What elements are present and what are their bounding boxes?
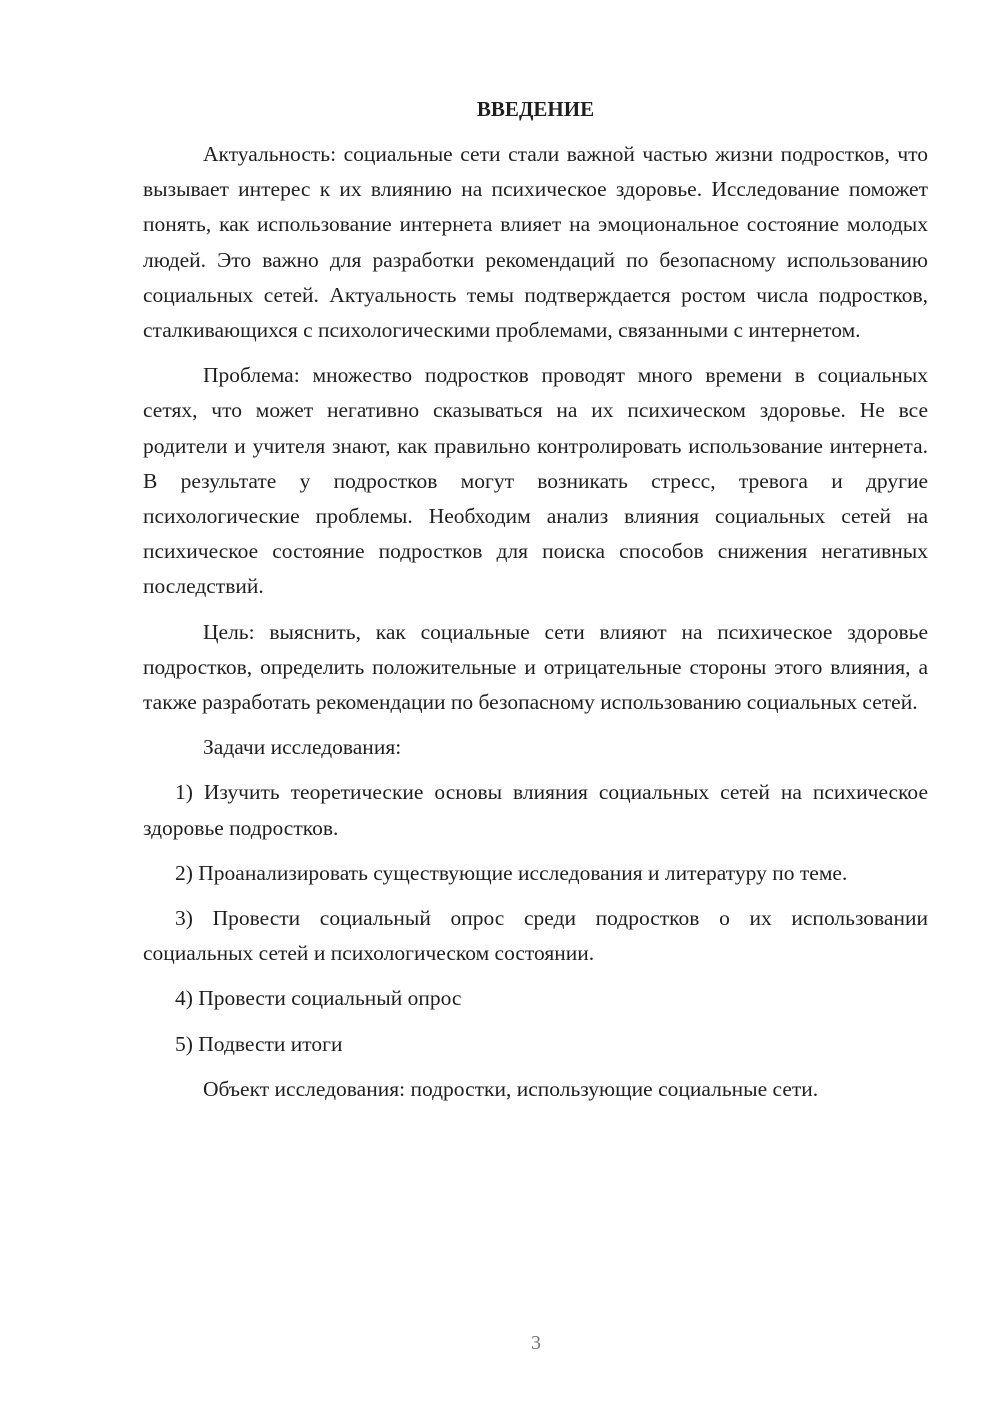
page-title: ВВЕДЕНИЕ: [476, 97, 595, 121]
document-body: [143, 92, 928, 1117]
task-item-4: 4) Провести социальный опрос: [175, 986, 462, 1011]
tasks-heading: Задачи исследования:: [203, 735, 402, 760]
paragraph-problem: Проблема: множество подростков проводят много времени в социальных сетях, что может негативно сказываться на их психическом здоровье. Не все родители и учителя знают, как правильно контролировать использование интернета. В результате у подростков могут возникать стресс, тревога и другие психологические проблемы. Необходим анализ влияния социальных сетей на психическое состояние подростков для поиска способов снижения негативных последствий.: [143, 363, 928, 599]
task-item-1: 1) Изучить теоретические основы влияния социальных сетей на психическое здоровье подростков.: [143, 780, 928, 840]
task-item-3: 3) Провести социальный опрос среди подростков о их использовании социальных сетей и психологическом состоянии.: [143, 906, 928, 966]
page-number: 3: [531, 1332, 541, 1354]
task-item-2: 2) Проанализировать существующие исследования и литературу по теме.: [175, 860, 848, 885]
paragraph-relevance: Актуальность: социальные сети стали важной частью жизни подростков, что вызывает интерес к их влиянию на психическое здоровье. Исследование поможет понять, как использование интернета влияет на эмоциональное состояние молодых людей. Это важно для разработки рекомендаций по безопасному использованию социальных сетей. Актуальность темы подтверждается ростом числа подростков, сталкивающихся с психологическими проблемами, связанными с интернетом.: [143, 142, 928, 343]
paragraph-goal: Цель: выяснить, как социальные сети влияют на психическое здоровье подростков, определить положительные и отрицательные стороны этого влияния, а также разработать рекомендации по безопасному использованию социальных сетей.: [143, 619, 928, 715]
paragraph-object: Объект исследования: подростки, использующие социальные сети.: [203, 1076, 819, 1101]
task-item-5: 5) Подвести итоги: [175, 1031, 343, 1056]
